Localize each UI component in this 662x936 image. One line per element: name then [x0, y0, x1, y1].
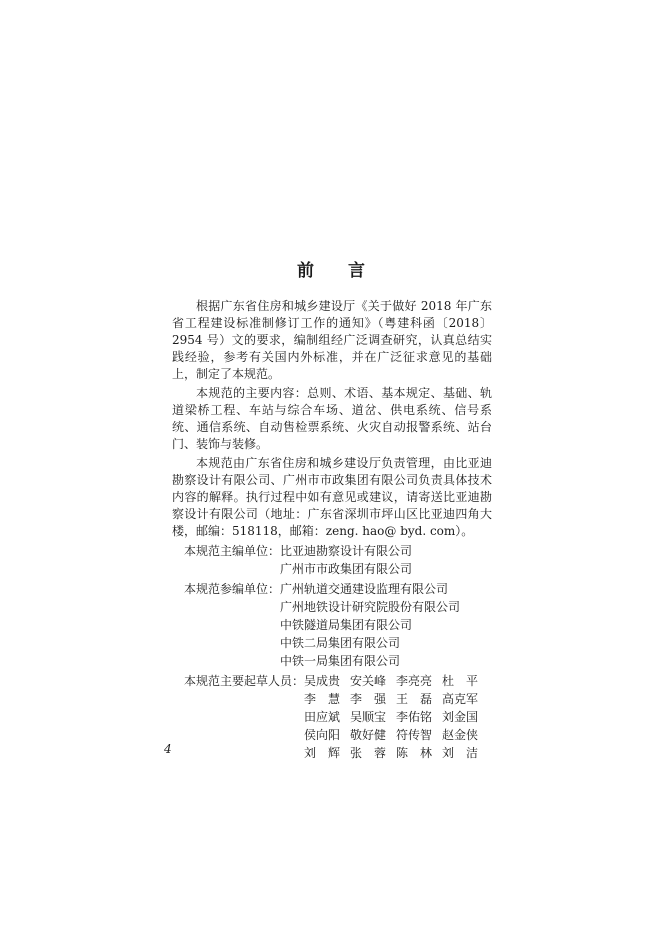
drafter-name: 吴成贵 [304, 674, 341, 688]
drafter-name: 符传智 [396, 728, 433, 742]
drafter-row [172, 672, 492, 690]
participating-unit-row [172, 652, 492, 670]
title-char-2: 言 [348, 261, 365, 281]
participating-unit: 广州地铁设计研究院股份有限公司 [280, 600, 461, 614]
chief-units [172, 542, 492, 578]
drafter-name: 敬好健 [350, 728, 387, 742]
participating-units [172, 580, 492, 670]
drafter-name: 陈 林 [396, 746, 433, 760]
participating-unit: 广州轨道交通建设监理有限公司 [280, 582, 449, 596]
drafter-name: 田应斌 [304, 710, 341, 724]
paragraph-1: 根据广东省住房和城乡建设厅《关于做好 2018 年广东省工程建设标准制修订工作的通知》（粤建科函〔2018〕2954 号）文的要求，编制组经广泛调查研究，认真总结实践经验，参考有关国内外标准，并在广泛征求意见的基础上，制定了本规范。 [172, 299, 492, 381]
drafter-name: 李亮亮 [396, 674, 433, 688]
chief-units-label: 本规范主编单位： [184, 544, 281, 558]
chief-unit-row [172, 542, 492, 560]
participating-unit-row [172, 598, 492, 616]
drafter-name: 李佑铭 [396, 710, 433, 724]
participating-unit: 中铁隧道局集团有限公司 [280, 618, 413, 632]
drafter-name: 高克军 [442, 692, 479, 706]
paragraph-3: 本规范由广东省住房和城乡建设厅负责管理，由比亚迪勘察设计有限公司、广州市市政集团有限公司负责具体技术内容的解释。执行过程中如有意见或建议，请寄送比亚迪勘察设计有限公司（地址：广东省深圳市坪山区比亚迪四角大楼，邮编：518118，邮箱：zeng. hao@ byd. com）。 [172, 456, 492, 538]
drafter-row [172, 708, 492, 726]
drafter-name: 赵金侠 [442, 728, 479, 742]
participating-unit: 中铁二局集团有限公司 [280, 636, 401, 650]
participating-unit-row [172, 616, 492, 634]
drafter-row [172, 690, 492, 708]
drafter-name: 安关峰 [350, 674, 387, 688]
drafter-name: 李 慧 [304, 692, 341, 706]
participating-unit-row [172, 580, 492, 598]
drafters [172, 672, 492, 762]
drafter-name: 吴顺宝 [350, 710, 387, 724]
drafter-name: 李 强 [350, 692, 387, 706]
chief-unit-row [172, 560, 492, 578]
drafter-name: 张 蓉 [350, 746, 387, 760]
participating-unit: 中铁一局集团有限公司 [280, 654, 401, 668]
drafter-name: 刘 洁 [442, 746, 479, 760]
title-char-1: 前 [297, 261, 314, 281]
paragraph-2: 本规范的主要内容：总则、术语、基本规定、基础、轨道梁桥工程、车站与综合车场、道岔、供电系统、信号系统、通信系统、自动售检票系统、火灾自动报警系统、站台门、装饰与装修。 [172, 386, 492, 451]
page-title [0, 256, 662, 281]
preface-body [172, 298, 492, 762]
drafter-row [172, 744, 492, 762]
page-number: 4 [164, 742, 172, 756]
drafter-row [172, 726, 492, 744]
drafter-name: 刘 辉 [304, 746, 341, 760]
participating-unit-row [172, 634, 492, 652]
chief-unit: 比亚迪勘察设计有限公司 [280, 544, 413, 558]
drafter-name: 侯向阳 [304, 728, 341, 742]
drafters-label: 本规范主要起草人员： [184, 674, 305, 688]
participating-units-label: 本规范参编单位： [184, 582, 281, 596]
drafter-name: 杜 平 [442, 674, 479, 688]
drafter-name: 刘金国 [442, 710, 479, 724]
chief-unit: 广州市市政集团有限公司 [280, 562, 413, 576]
drafter-name: 王 磊 [396, 692, 433, 706]
